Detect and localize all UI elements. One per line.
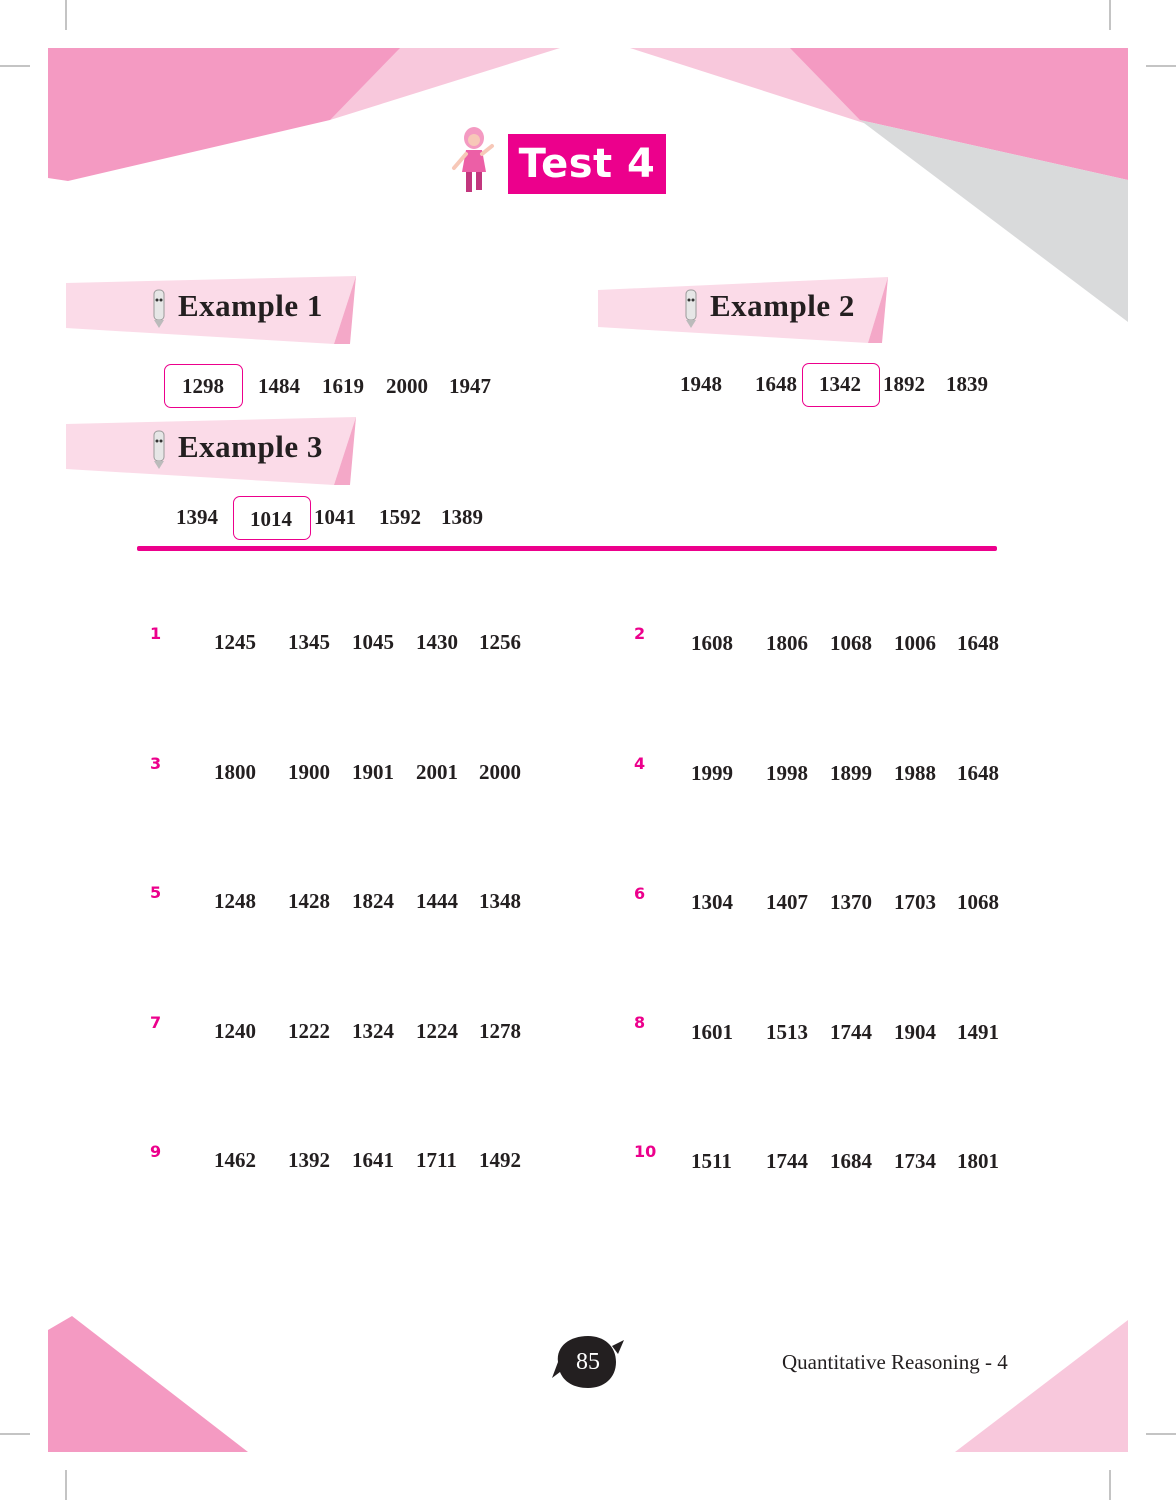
pencil-mascot-icon bbox=[678, 286, 704, 330]
question-value[interactable]: 1901 bbox=[352, 760, 394, 784]
question-value[interactable]: 1324 bbox=[352, 1019, 394, 1043]
question-value[interactable]: 1988 bbox=[894, 761, 936, 785]
question-value[interactable]: 1734 bbox=[894, 1149, 936, 1173]
question-value[interactable]: 1222 bbox=[288, 1019, 330, 1043]
question-value[interactable]: 1068 bbox=[830, 631, 872, 655]
question-number: 2 bbox=[634, 624, 646, 643]
question-number: 10 bbox=[634, 1142, 657, 1161]
question-value[interactable]: 1744 bbox=[766, 1149, 808, 1173]
question-value[interactable]: 1801 bbox=[957, 1149, 999, 1173]
question-value[interactable]: 1224 bbox=[416, 1019, 458, 1043]
question-value[interactable]: 1806 bbox=[766, 631, 808, 655]
question-value[interactable]: 1800 bbox=[214, 760, 256, 784]
example-2-label: Example 2 bbox=[710, 288, 855, 323]
question-value[interactable]: 1348 bbox=[479, 889, 521, 913]
question-value[interactable]: 1824 bbox=[352, 889, 394, 913]
pencil-mascot-icon bbox=[146, 286, 172, 330]
question-number: 1 bbox=[150, 624, 162, 643]
question-value[interactable]: 1511 bbox=[691, 1149, 732, 1173]
example-3-label: Example 3 bbox=[178, 429, 323, 464]
question-number: 3 bbox=[150, 754, 162, 773]
example-1-number: 1484 bbox=[258, 374, 300, 398]
question-value[interactable]: 1601 bbox=[691, 1020, 733, 1044]
question-value[interactable]: 1744 bbox=[830, 1020, 872, 1044]
question-value[interactable]: 1407 bbox=[766, 890, 808, 914]
example-2-number: 1342 bbox=[819, 372, 861, 396]
page-number-badge bbox=[552, 1332, 624, 1392]
page-number: 85 bbox=[576, 1349, 600, 1375]
question-value[interactable]: 1248 bbox=[214, 889, 256, 913]
question-value[interactable]: 1045 bbox=[352, 630, 394, 654]
question-value[interactable]: 1370 bbox=[830, 890, 872, 914]
question-number: 6 bbox=[634, 884, 646, 903]
question-value[interactable]: 1278 bbox=[479, 1019, 521, 1043]
question-value[interactable]: 1513 bbox=[766, 1020, 808, 1044]
page-title: Test 4 bbox=[508, 134, 666, 194]
example-3-number: 1389 bbox=[441, 505, 483, 529]
pencil-mascot-icon bbox=[146, 427, 172, 471]
question-value[interactable]: 1256 bbox=[479, 630, 521, 654]
question-value[interactable]: 1462 bbox=[214, 1148, 256, 1172]
question-number: 9 bbox=[150, 1142, 162, 1161]
example-3-number: 1394 bbox=[176, 505, 218, 529]
section-divider bbox=[137, 546, 997, 551]
question-value[interactable]: 1345 bbox=[288, 630, 330, 654]
question-number: 4 bbox=[634, 754, 646, 773]
example-2-number: 1892 bbox=[883, 372, 925, 396]
example-2-number: 1839 bbox=[946, 372, 988, 396]
example-1-number: 2000 bbox=[386, 374, 428, 398]
example-2-number: 1948 bbox=[680, 372, 722, 396]
question-value[interactable]: 1648 bbox=[957, 631, 999, 655]
question-value[interactable]: 1703 bbox=[894, 890, 936, 914]
question-value[interactable]: 2000 bbox=[479, 760, 521, 784]
example-1-number: 1298 bbox=[182, 374, 224, 398]
question-value[interactable]: 1608 bbox=[691, 631, 733, 655]
book-title: Quantitative Reasoning - 4 bbox=[782, 1350, 1008, 1374]
question-number: 7 bbox=[150, 1013, 162, 1032]
question-value[interactable]: 1428 bbox=[288, 889, 330, 913]
question-value[interactable]: 1648 bbox=[957, 761, 999, 785]
example-1-label: Example 1 bbox=[178, 288, 323, 323]
question-value[interactable]: 1392 bbox=[288, 1148, 330, 1172]
example-3-number: 1592 bbox=[379, 505, 421, 529]
question-value[interactable]: 2001 bbox=[416, 760, 458, 784]
question-value[interactable]: 1491 bbox=[957, 1020, 999, 1044]
question-number: 8 bbox=[634, 1013, 646, 1032]
example-2-number: 1648 bbox=[755, 372, 797, 396]
question-value[interactable]: 1711 bbox=[416, 1148, 457, 1172]
example-1-number: 1619 bbox=[322, 374, 364, 398]
question-value[interactable]: 1684 bbox=[830, 1149, 872, 1173]
question-value[interactable]: 1430 bbox=[416, 630, 458, 654]
question-value[interactable]: 1899 bbox=[830, 761, 872, 785]
question-value[interactable]: 1492 bbox=[479, 1148, 521, 1172]
question-value[interactable]: 1068 bbox=[957, 890, 999, 914]
question-value[interactable]: 1641 bbox=[352, 1148, 394, 1172]
example-3-number: 1014 bbox=[250, 507, 292, 531]
question-value[interactable]: 1444 bbox=[416, 889, 458, 913]
question-value[interactable]: 1900 bbox=[288, 760, 330, 784]
example-1-number: 1947 bbox=[449, 374, 491, 398]
question-value[interactable]: 1999 bbox=[691, 761, 733, 785]
question-number: 5 bbox=[150, 883, 162, 902]
question-value[interactable]: 1998 bbox=[766, 761, 808, 785]
question-value[interactable]: 1006 bbox=[894, 631, 936, 655]
question-value[interactable]: 1904 bbox=[894, 1020, 936, 1044]
question-value[interactable]: 1304 bbox=[691, 890, 733, 914]
question-value[interactable]: 1240 bbox=[214, 1019, 256, 1043]
question-value[interactable]: 1245 bbox=[214, 630, 256, 654]
girl-mascot-icon bbox=[450, 124, 498, 196]
example-3-number: 1041 bbox=[314, 505, 356, 529]
